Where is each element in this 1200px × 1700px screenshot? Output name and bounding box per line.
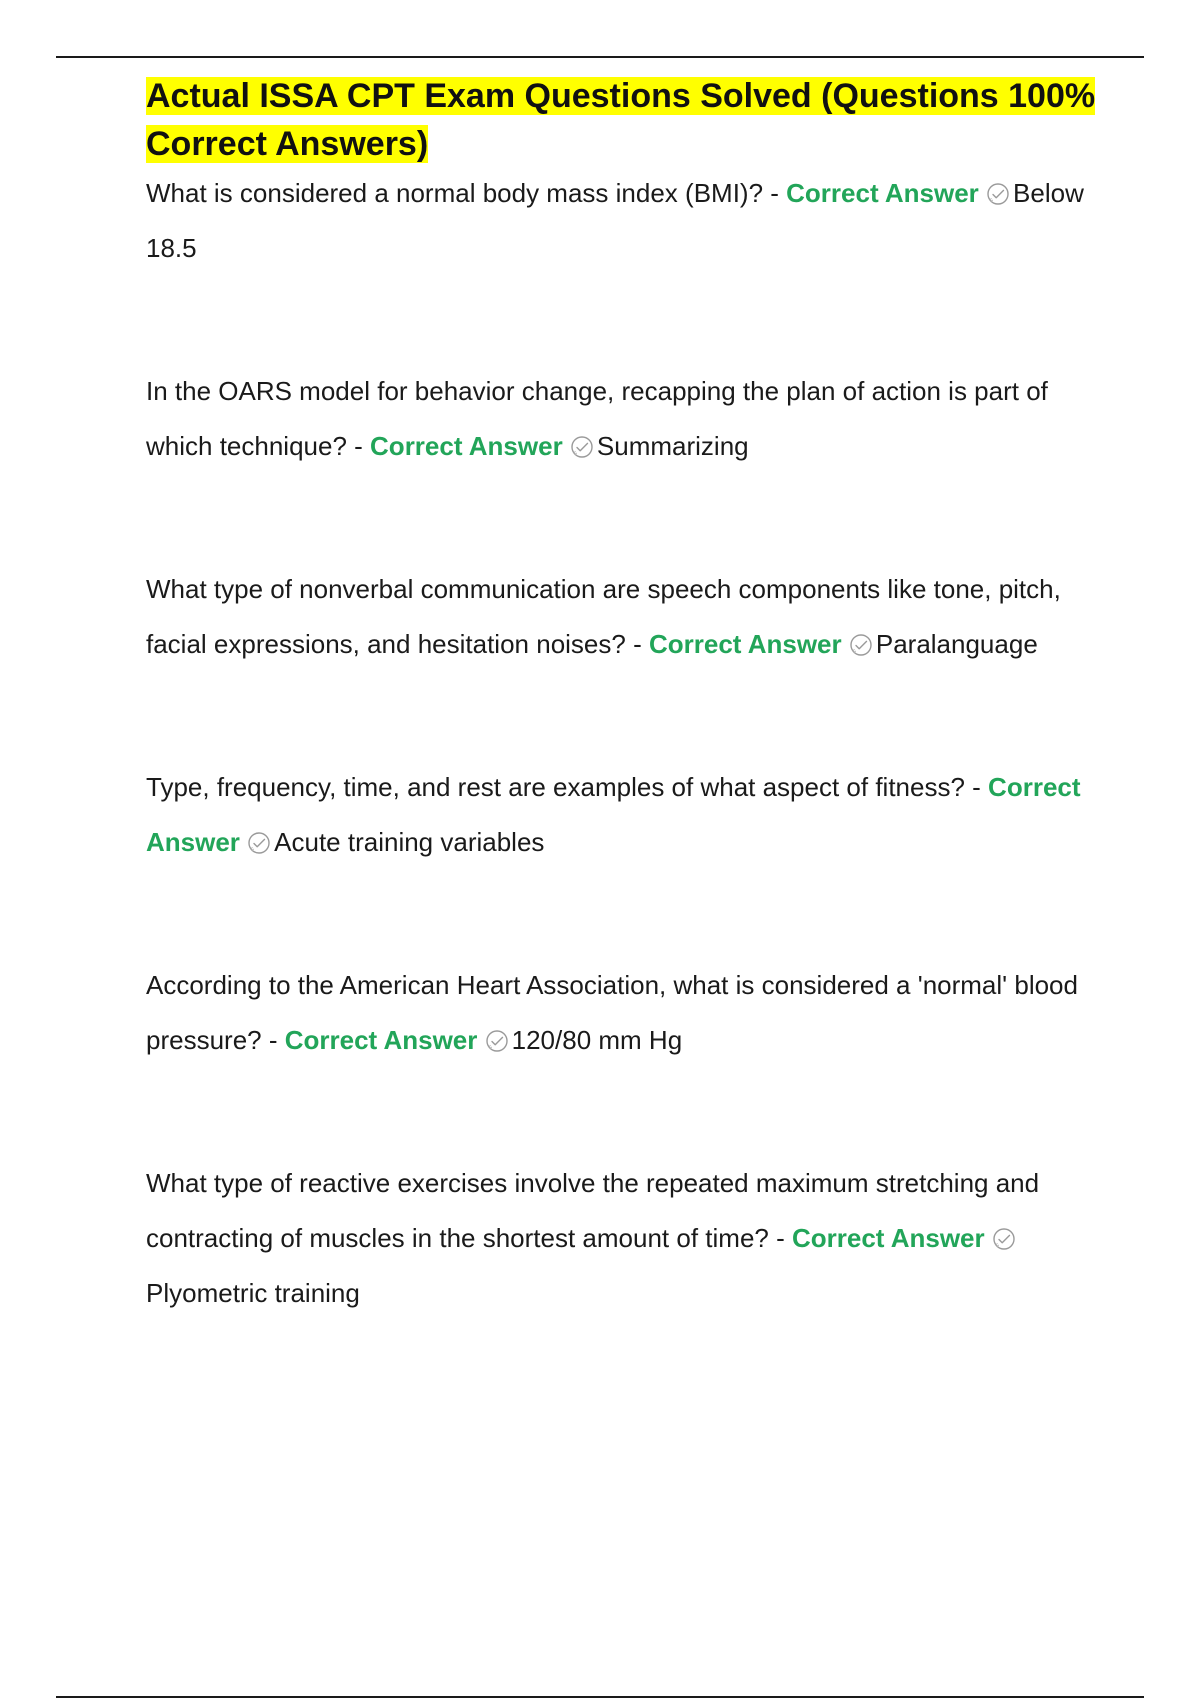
answer-text: Paralanguage [875,629,1038,659]
answer-text: 120/80 mm Hg [511,1025,683,1055]
question-text: According to the American Heart Association, what is considered a 'normal' blood pressure? [146,970,1078,1055]
separator: - [625,629,649,659]
check-circle-icon [570,435,594,459]
check-circle-icon [849,633,873,657]
check-circle-icon [986,182,1010,206]
answer-text: Summarizing [596,431,749,461]
correct-answer-label: Correct Answer [284,1025,478,1055]
question-text: What type of reactive exercises involve the repeated maximum stretching and contracting of muscles in the shortest amount of time? [146,1168,1040,1253]
document-body [146,72,1106,1321]
qa-list [146,166,1106,1321]
question-text: Type, frequency, time, and rest are examples of what aspect of fitness? [146,772,965,802]
qa-item [146,760,1106,870]
document-title [146,72,1106,168]
bottom-divider [56,1696,1144,1698]
correct-answer-label: Correct Answer [791,1223,985,1253]
correct-answer-label: Correct Answer [786,178,979,208]
qa-item [146,958,1106,1068]
title-highlight: Actual ISSA CPT Exam Questions Solved (Questions 100% Correct Answers) [146,77,1096,163]
qa-item [146,166,1106,276]
correct-answer-label: Correct Answer [648,629,842,659]
question-text: What type of nonverbal communication are speech components like tone, pitch, facial expressions, and hesitation noises? [146,574,1061,659]
answer-text: Plyometric training [146,1278,360,1308]
qa-item [146,1156,1106,1321]
question-text: What is considered a normal body mass index (BMI)? [146,178,764,208]
correct-answer-label: Correct Answer [146,772,1081,857]
separator: - [763,178,787,208]
separator: - [261,1025,285,1055]
check-circle-icon [247,831,271,855]
qa-item [146,364,1106,474]
check-circle-icon [992,1227,1016,1251]
question-text: In the OARS model for behavior change, recapping the plan of action is part of which technique? [146,376,1048,461]
answer-text: Acute training variables [274,827,545,857]
separator: - [768,1223,792,1253]
check-circle-icon [485,1029,509,1053]
top-divider [56,56,1144,58]
qa-item [146,562,1106,672]
separator: - [346,431,371,461]
answer-text: Below 18.5 [146,178,1084,263]
separator: - [964,772,989,802]
correct-answer-label: Correct Answer [370,431,563,461]
